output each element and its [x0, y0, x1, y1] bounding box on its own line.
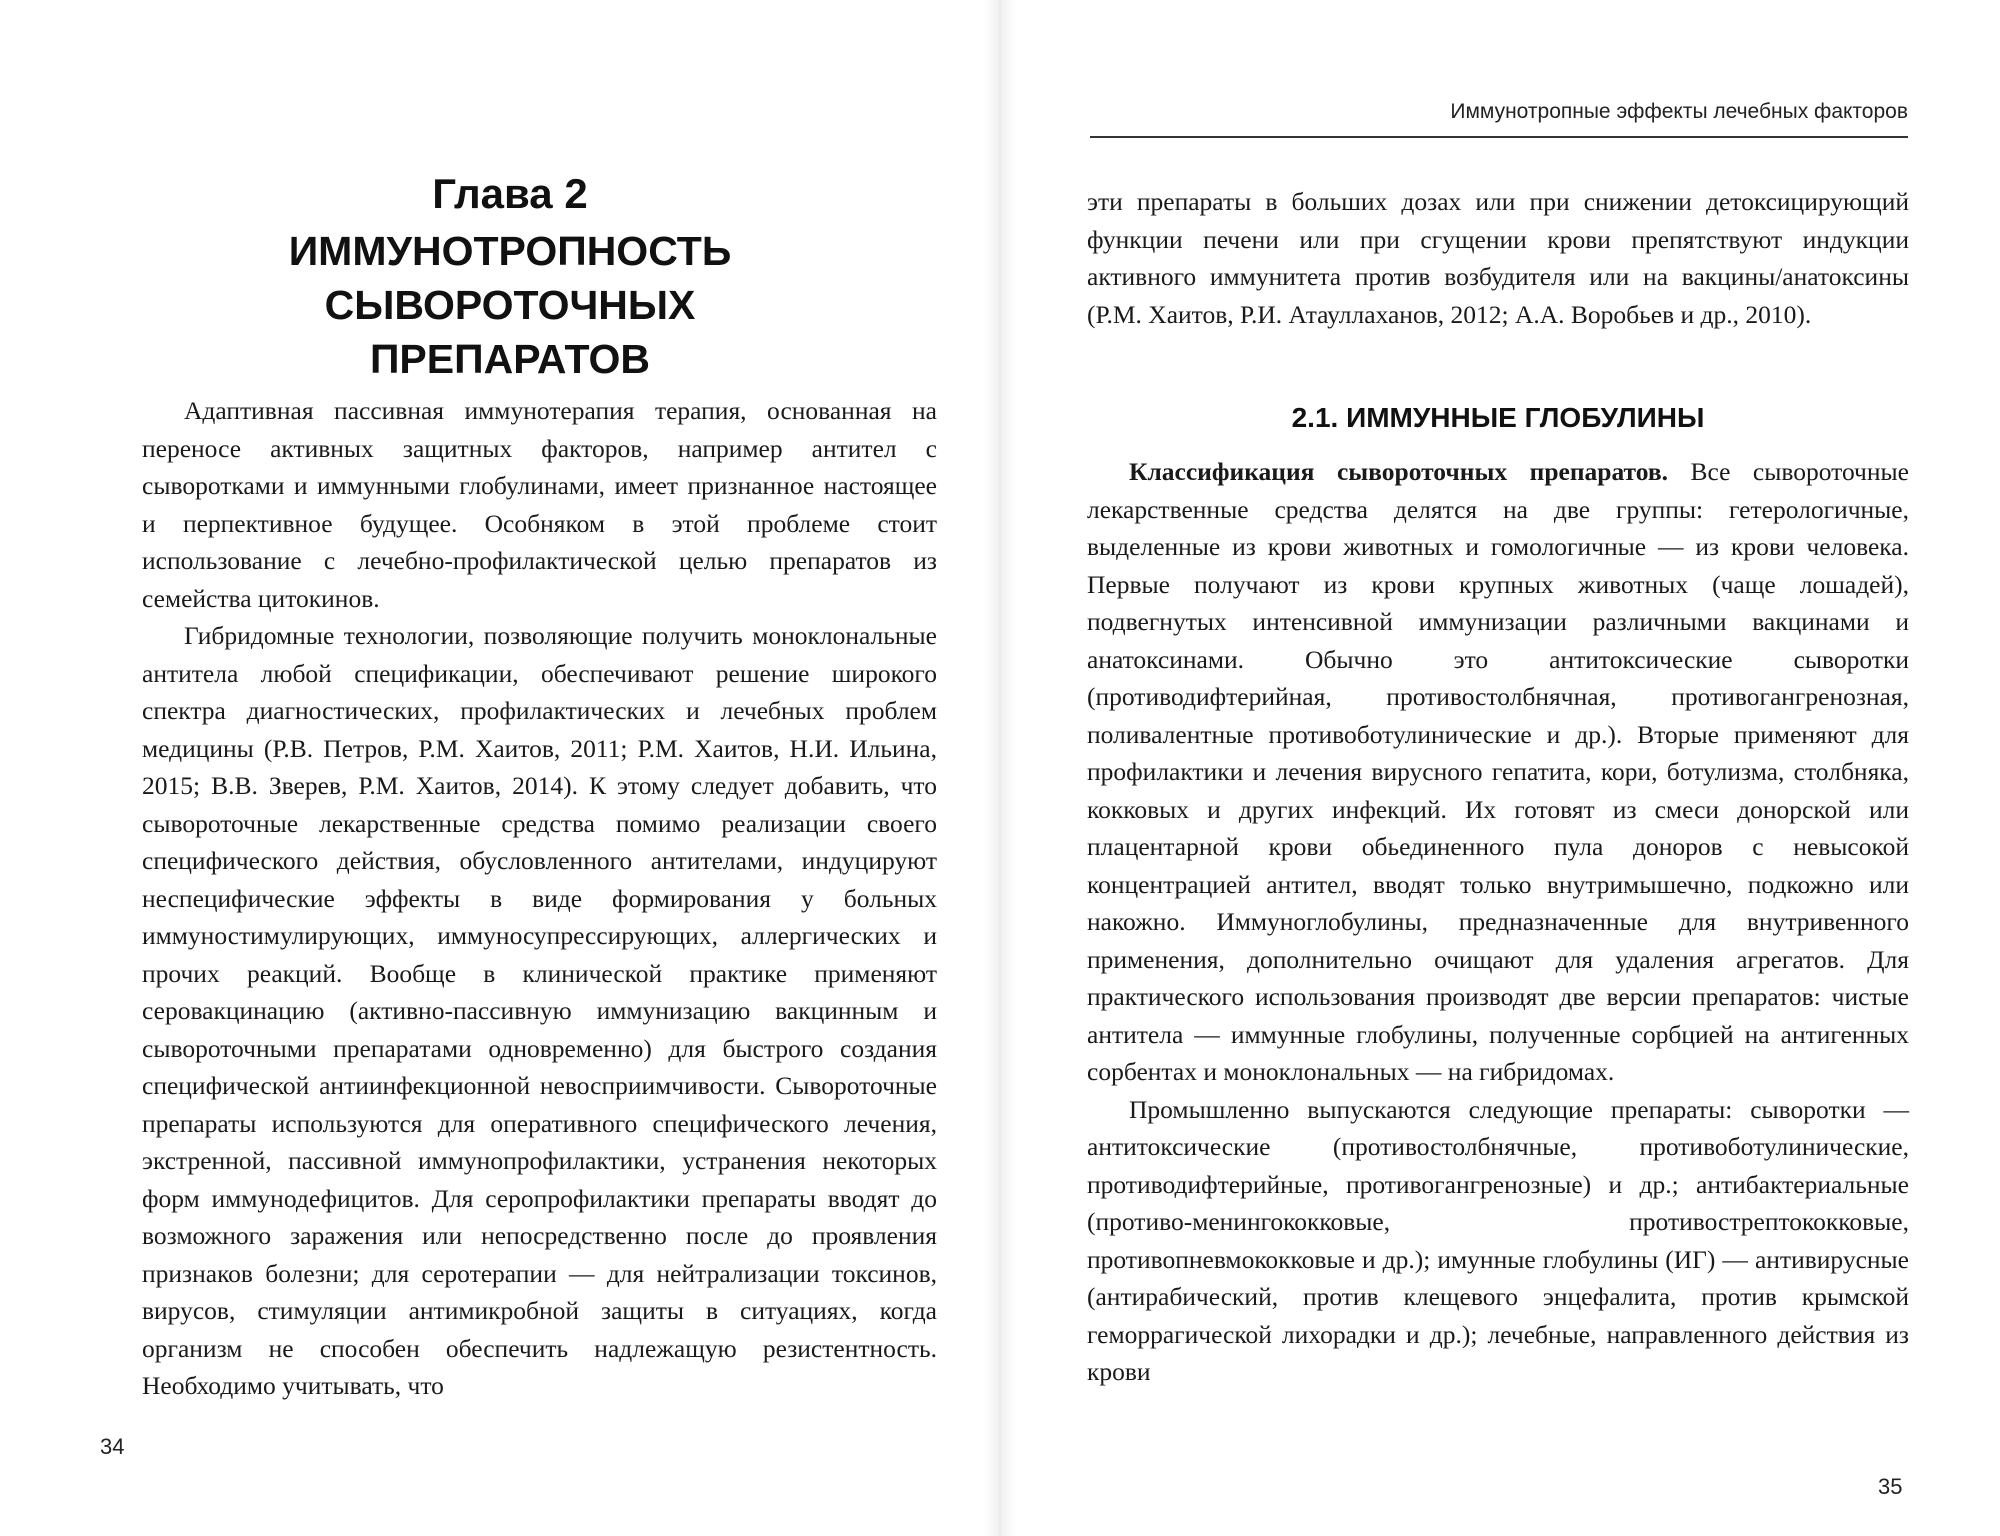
chapter-heading	[110, 168, 910, 386]
paragraph: эти препараты в больших дозах или при снижении детоксицирующий функции печени или при сгущении крови препятствуют индукции активного иммунитета против возбудителя или на вакцины/анатоксины (Р.М. Хаитов, Р.И. Атауллаханов, 2012; А.А. Воробьев и др., 2010).	[1087, 187, 1909, 329]
paragraph	[1087, 453, 1909, 1091]
page-number-left: 34	[100, 1434, 125, 1459]
book-gutter	[984, 0, 1016, 1536]
paragraph-text: Все сывороточные лекарственные средства делятся на две группы: гетерологичные, выделенные из крови животных и гомологичные — из крови человека. Первые получают из крови крупных животных (чаще лошадей), подвегнутых интенсивной иммунизации различными вакцинами и анатоксинами. Обычно это антитоксические сыворотки (противодифтерийная, противостолбнячная, противогангренозная, поливалентные противоботулинические и др.). Вторые применяют для профилактики и лечения вирусного гепатита, кори, ботулизма, столбняка, кокковых и других инфекций. Их готовят из смеси донорской или плацентарной крови обьединенного пула доноров с невысокой концентрацией антител, вводят только внутримышечно, подкожно или накожно. Иммуноглобулины, предназначенные для внутривенного применения, дополнительно очищают для удаления агрегатов. Для практического использования производят две версии препаратов: чистые антитела — иммунные глобулины, полученные сорбцией на антигенных сорбентах и моноклональных — на гибридомах.	[1087, 457, 1909, 1086]
page-number-right: 35	[1878, 1474, 1903, 1499]
section-title: 2.1. ИММУННЫЕ ГЛОБУЛИНЫ	[1291, 402, 1705, 433]
right-body-text	[1087, 453, 1909, 1391]
continuation-text	[1087, 183, 1909, 333]
chapter-title-line-1: ИММУНОТРОПНОСТЬ СЫВОРОТОЧНЫХ	[288, 228, 732, 328]
chapter-title	[110, 224, 910, 386]
chapter-title-line-2: ПРЕПАРАТОВ	[369, 336, 651, 382]
left-body-text	[142, 392, 937, 1405]
paragraph: Адаптивная пассивная иммунотерапия терапия, основанная на переносе активных защитных факторов, например антител с сыворотками и иммунными глобулинами, имеет признанное настоящее и перпективное будущее. Особняком в этой проблеме стоит использование с лечебно-профилактической целью препаратов из семейства цитокинов.	[142, 396, 937, 613]
lead-term: Классификация сывороточных препаратов.	[1129, 457, 1668, 486]
chapter-number: Глава 2	[432, 170, 588, 217]
paragraph: Гибридомные технологии, позволяющие получить моноклональные антитела любой спецификации, обеспечивают решение широкого спектра диагностических, профилактических и лечебных проблем медицины (Р.В. Петров, Р.М. Хаитов, 2011; Р.М. Хаитов, Н.И. Ильина, 2015; В.В. Зверев, Р.М. Хаитов, 2014). К этому следует добавить, что сывороточные лекарственные средства помимо реализации своего специфического действия, обусловленного антителами, индуцируют неспецифические эффекты в виде формирования у больных иммуностимулирующих, иммуносупрессирующих, аллергических и прочих реакций. Вообще в клинической практике применяют серовакцинацию (активно-пассивную иммунизацию вакцинным и сывороточными препаратами одновременно) для быстрого создания специфической антиинфекционной невосприимчивости. Сывороточные препараты используются для оперативного специфического лечения, экстренной, пассивной иммунопрофилактики, устранения некоторых форм иммунодефицитов. Для серопрофилактики препараты вводят до возможного заражения или непосредственно после до проявления признаков болезни; для серотерапии — для нейтрализации токсинов, вирусов, стимуляции антимикробной защиты в ситуациях, когда организм не способен обеспечить надлежащую резистентность. Необходимо учитывать, что	[142, 621, 937, 1400]
paragraph: Промышленно выпускаются следующие препараты: сыворотки — антитоксические (противостолбнячные, противоботулинические, противодифтерийные, противогангренозные) и др.; антибактериальные (противо-менингококковые, противострептококковые, противопневмококковые и др.); имунные глобулины (ИГ) — антивирусные (антирабический, против клещевого энцефалита, против крымской геморрагической лихорадки и др.); лечебные, направленного действия из крови	[1087, 1094, 1909, 1386]
running-head: Иммунотропные эффекты лечебных факторов	[1090, 100, 1908, 138]
